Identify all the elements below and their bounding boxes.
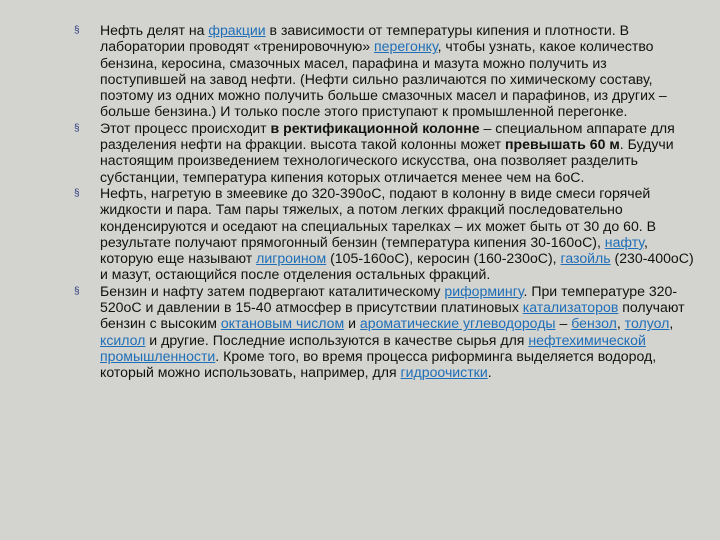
paragraph-link[interactable]: фракции (208, 22, 266, 38)
paragraph-link[interactable]: риформингу (444, 282, 524, 299)
bold-text: превышать 60 м (505, 136, 620, 153)
paragraph-link[interactable]: ароматические углеводороды (359, 315, 556, 332)
text-run: . При температуре 320-520оС и давлении в 15-40 атмосфер в присутствии платиновых (100, 282, 678, 316)
paragraph-link[interactable]: гидроочистки (400, 364, 488, 381)
text-run: (105-160оС), керосин (160-230оС), (326, 250, 561, 267)
text-run: . Кроме того, во время процесса риформинга выделяется водород, который можно использовать, например, для (100, 347, 657, 381)
paragraph-text (100, 185, 694, 282)
paragraph-link[interactable]: октановым числом (220, 315, 345, 332)
bullet-marker-icon: § (74, 187, 80, 199)
text-run: , (669, 315, 674, 332)
text-run: (230-400оС) и мазут, остающийся после отделения остальных фракций. (100, 250, 694, 283)
bullet-list (74, 22, 696, 381)
bold-text: в ректификационной колонне (270, 119, 480, 136)
text-run: и другие. Последние используются в качестве сырья для (145, 331, 529, 348)
paragraph-text (100, 120, 675, 185)
paragraph-text (100, 283, 685, 380)
bullet-marker-icon: § (74, 25, 80, 36)
paragraph-link[interactable]: газойль (560, 250, 611, 267)
paragraph-link[interactable]: нафту (604, 233, 644, 250)
text-run: получают бензин с высоким (100, 299, 685, 332)
paragraph-link[interactable]: лигроином (256, 250, 327, 267)
paragraph-link[interactable]: ксилол (100, 331, 146, 348)
text-run: Этот процесс происходит (100, 119, 271, 136)
bullet-marker-icon: § (74, 285, 80, 297)
text-run: , которую еще называют (100, 233, 648, 267)
text-run: . Будучи настоящим произведением технологического искусства, она позволяет разделить субстанции, температура кипения которых отличается менее чем на 6оС. (100, 136, 674, 185)
text-run: и (344, 315, 360, 332)
text-run: – специальном аппарате для разделения нефти на фракции. высота такой колонны может (100, 119, 675, 153)
text-run: Нефть, нагретую в змеевике до 320-390оС, подают в колонну в виде смеси горячей жидкости и пара. Там пары тяжелых, а потом легких фракций последовательно конденсируются и оседают на специальных тарелках – их может быть от 30 до 60. В результате получают прямогонный бензин (температура кипения 30-160оС), (100, 184, 657, 250)
bullet-marker-icon: § (74, 122, 80, 134)
text-run: , чтобы узнать, какое количество бензина, керосина, смазочных масел, парафина и мазута можно получить из поступившей на завод нефти. (Нефти сильно различаются по химическому составу, поэтому из одних можно получить больше смазочных масел и парафинов, из других – больше бензина.) И только после этого приступают к промышленной перегонке. (100, 38, 667, 120)
paragraph-text (100, 22, 667, 119)
text-run: . (487, 364, 492, 381)
bullet-paragraph (74, 22, 696, 120)
paragraph-link[interactable]: нефтехимической промышленности (100, 331, 646, 364)
text-run: , (616, 315, 625, 332)
paragraph-link[interactable]: катализаторов (522, 299, 619, 316)
bullet-paragraph (74, 120, 696, 185)
text-run: – (555, 315, 572, 332)
paragraph-link[interactable]: бензол (571, 315, 617, 332)
text-run: Бензин и нафту затем подвергают каталитическому (100, 282, 445, 299)
bullet-paragraph (74, 185, 696, 283)
bullet-paragraph (74, 283, 696, 381)
paragraph-link[interactable]: перегонку (374, 38, 438, 55)
paragraph-link[interactable]: толуол (624, 315, 670, 332)
text-run: в зависимости от температуры кипения и плотности. В лаборатории проводят «тренировочную» (100, 22, 630, 55)
text-run: Нефть делят на (100, 22, 209, 38)
